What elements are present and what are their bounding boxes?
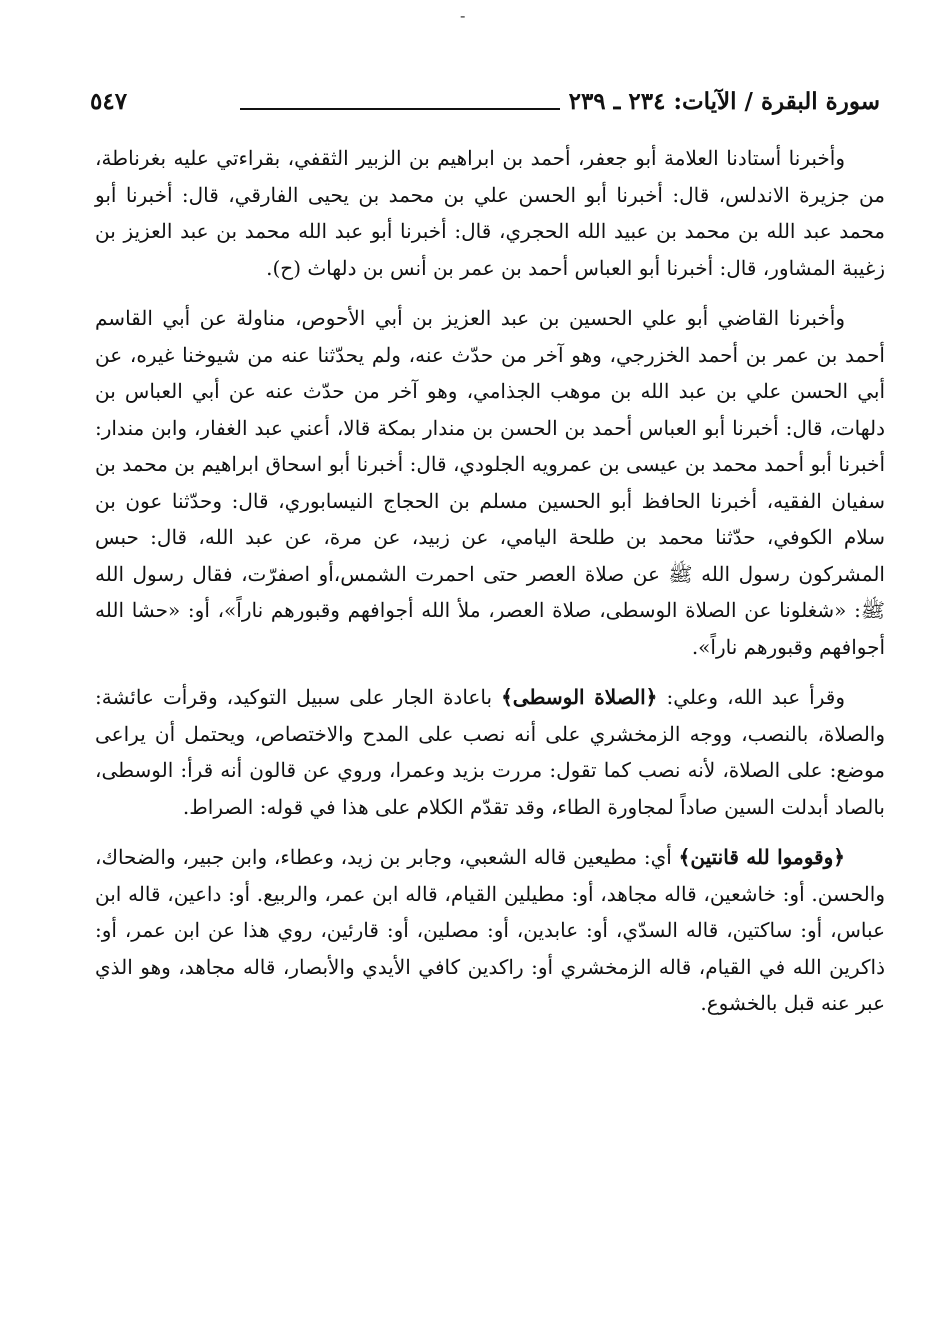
paragraph-3: [95, 679, 885, 825]
paragraph-1: [95, 140, 885, 286]
quranic-phrase: ﴿الصلاة الوسطى﴾: [501, 685, 658, 709]
paragraph-2-text: وأخبرنا القاضي أبو علي الحسين بن عبد العزيز بن أبي الأحوص، مناولة عن أبي القاسم أحمد بن عمر بن أحمد الخزرجي، وهو آخر من حدّث عنه، ولم يحدّثنا عنه من شيوخنا غيره، عن أبي الحسن علي بن عبد الله بن موهب الجذامي، وهو آخر من حدّث عنه عن أبي العباس بن دلهات، قال: أخبرنا أبو العباس أحمد بن الحسن بن مندار بمكة قالا، أعني عبد الغفار، وابن مندار: أخبرنا أبو أحمد محمد بن عيسى بن عمرويه الجلودي، قال: أخبرنا أبو اسحاق ابراهيم بن محمد بن سفيان الفقيه، أخبرنا الحافظ أبو الحسين مسلم بن الحجاج النيسابوري، قال: وحدّثنا عون بن سلام الكوفي، حدّثنا محمد بن طلحة اليامي، عن زبيد، عن مرة، عن عبد الله، قال: حبس المشركون رسول الله ﷺ عن صلاة العصر حتى احمرت الشمس،أو اصفرّت، فقال رسول الله ﷺ: «شغلونا عن الصلاة الوسطى، صلاة العصر، ملأ الله أجوافهم وقبورهم ناراً»، أو: «حشا الله أجوافهم وقبورهم ناراً».: [95, 306, 885, 659]
page-top-mark: -: [460, 6, 466, 25]
paragraph-4: [95, 839, 885, 1022]
paragraph-3-lead: وقرأ عبد الله، وعلي:: [657, 685, 845, 709]
paragraph-4-text: أي: مطيعين قاله الشعبي، وجابر بن زيد، وعطاء، وابن جبير، والضحاك، والحسن. أو: خاشعين، قاله مجاهد، أو: مطيلين القيام، قاله ابن عمر، والربيع. أو: داعين، قاله ابن عباس، أو: ساكتين، قاله السدّي، أو: عابدين، أو: مصلين، أو: قارئين، روي هذا عن ابن عمر، أو: ذاكرين الله في القيام، قاله الزمخشري أو: راكدين كافي الأيدي والأبصار، قاله مجاهد، وهو الذي عبر عنه قبل بالخشوع.: [95, 845, 885, 1015]
running-header: [90, 84, 880, 124]
header-rule: [240, 108, 560, 110]
header-title: سورة البقرة / الآيات: ٢٣٤ ـ ٢٣٩: [568, 88, 880, 115]
body-text: [95, 140, 885, 1036]
paragraph-2: [95, 300, 885, 665]
quranic-phrase: ﴿وقوموا لله قانتين﴾: [678, 845, 845, 869]
page-number: ٥٤٧: [90, 88, 128, 115]
paragraph-1-text: وأخبرنا أستادنا العلامة أبو جعفر، أحمد بن ابراهيم بن الزبير الثقفي، بقراءتي عليه بغرناطة، من جزيرة الاندلس، قال: أخبرنا أبو الحسن علي بن محمد بن يحيى الفارقي، قال: أخبرنا أبو محمد عبد الله بن محمد بن عبيد الله الحجري، قال: أخبرنا أبو عبد الله محمد بن عبد العزيز بن زغيبة المشاور، قال: أخبرنا أبو العباس أحمد بن عمر بن أنس بن دلهاث (ح).: [95, 146, 885, 280]
paragraph-3-text: باعادة الجار على سبيل التوكيد، وقرأت عائشة: والصلاة، بالنصب، ووجه الزمخشري على أنه نصب على المدح والاختصاص، ويحتمل أن يراعى موضع: على الصلاة، لأنه نصب كما تقول: مررت بزيد وعمرا، وروي عن قالون أنه قرأ: الوسطى، بالصاد أبدلت السين صاداً لمجاورة الطاء، وقد تقدّم الكلام على هذا في قوله: الصراط.: [95, 685, 885, 819]
